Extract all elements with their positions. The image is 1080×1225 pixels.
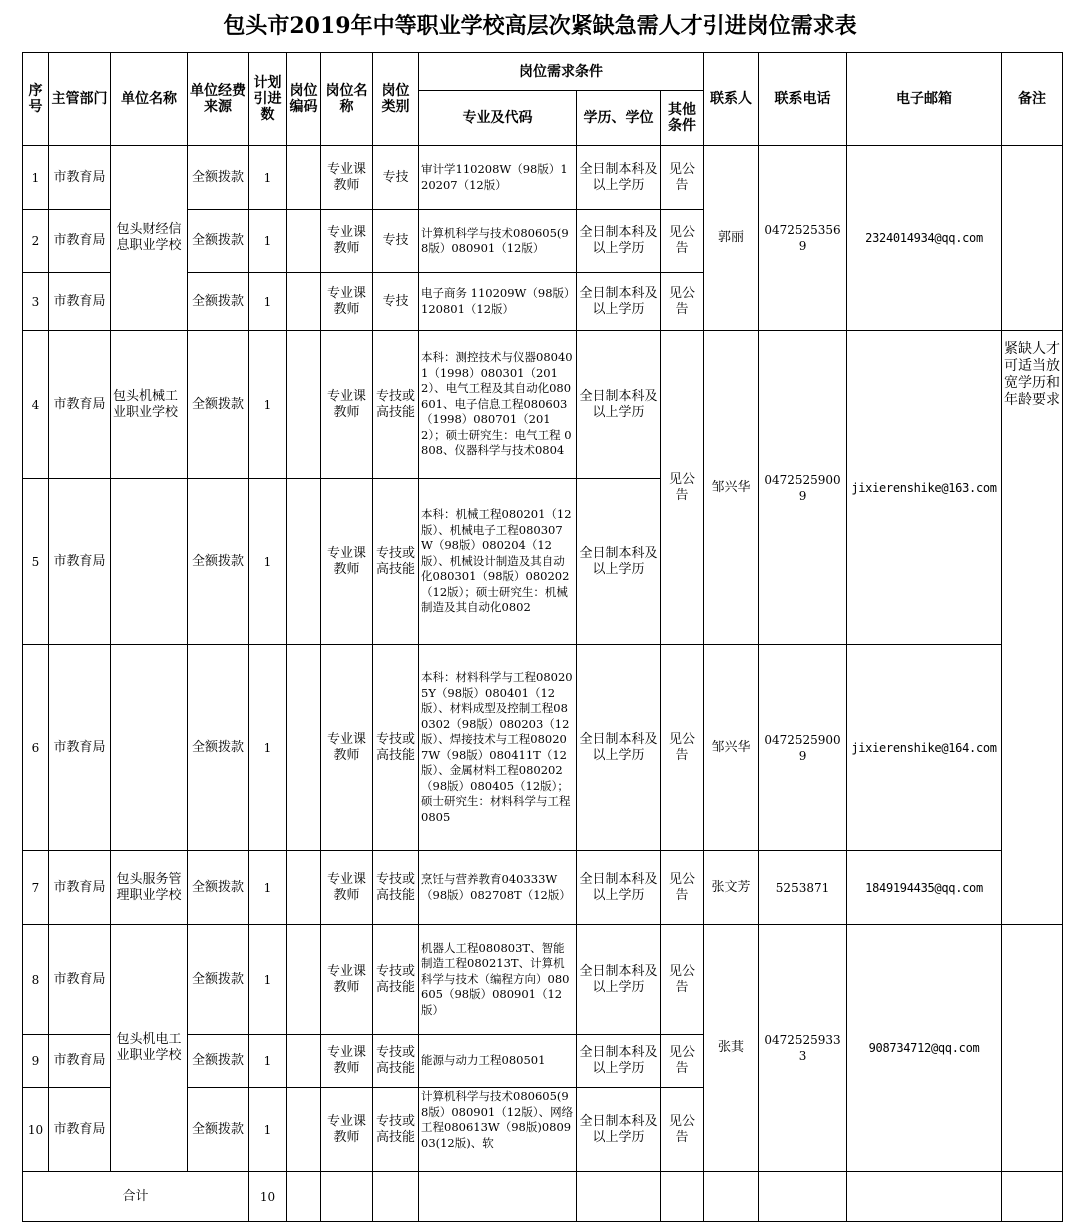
cell-plan: 1 bbox=[249, 273, 287, 331]
header-major: 专业及代码 bbox=[419, 91, 577, 146]
cell-unit bbox=[111, 479, 188, 645]
cell-edu: 全日制本科及以上学历 bbox=[577, 210, 661, 273]
cell-code bbox=[287, 925, 321, 1035]
cell-dept: 市教育局 bbox=[49, 925, 111, 1035]
cell-major: 本科：测控技术与仪器080401（1998）080301（2012）、电气工程及其自动化080601、电子信息工程080603（1998）080701（2012）；硕士研究生：电气工程 0808、仪器科学与技术0804 bbox=[419, 331, 577, 479]
cell-fund: 全额拨款 bbox=[188, 925, 249, 1035]
cell-phone: 04725259333 bbox=[759, 925, 847, 1172]
cell-seq: 1 bbox=[23, 146, 49, 210]
cell-phone: 04725259009 bbox=[759, 645, 847, 851]
cell-edu: 全日制本科及以上学历 bbox=[577, 1035, 661, 1088]
cell-edu: 全日制本科及以上学历 bbox=[577, 479, 661, 645]
header-unit: 单位名称 bbox=[111, 53, 188, 146]
cell-code bbox=[287, 1088, 321, 1172]
cell-code bbox=[287, 851, 321, 925]
cell-other: 见公告 bbox=[661, 331, 704, 645]
cell-dept: 市教育局 bbox=[49, 851, 111, 925]
cell-edu: 全日制本科及以上学历 bbox=[577, 645, 661, 851]
cell-fund: 全额拨款 bbox=[188, 851, 249, 925]
cell-fund: 全额拨款 bbox=[188, 273, 249, 331]
cell-code bbox=[287, 331, 321, 479]
cell-unit bbox=[111, 645, 188, 851]
cell-other: 见公告 bbox=[661, 1035, 704, 1088]
total-row bbox=[23, 1172, 1063, 1222]
cell-plan: 1 bbox=[249, 210, 287, 273]
cell-other: 见公告 bbox=[661, 645, 704, 851]
header-post: 岗位名称 bbox=[321, 53, 373, 146]
cell-type: 专技或高技能 bbox=[373, 1035, 419, 1088]
cell-email: jixierenshike@164.com bbox=[847, 645, 1002, 851]
header-remark: 备注 bbox=[1002, 53, 1063, 146]
cell-unit: 包头财经信息职业学校 bbox=[111, 146, 188, 331]
header-conditions: 岗位需求条件 bbox=[419, 53, 704, 91]
cell-phone: 5253871 bbox=[759, 851, 847, 925]
cell-plan: 1 bbox=[249, 331, 287, 479]
cell-email: 2324014934@qq.com bbox=[847, 146, 1002, 331]
header-fund: 单位经费来源 bbox=[188, 53, 249, 146]
cell-code bbox=[287, 273, 321, 331]
header-phone: 联系电话 bbox=[759, 53, 847, 146]
cell-type: 专技或高技能 bbox=[373, 645, 419, 851]
cell-major: 烹饪与营养教育040333W（98版）082708T（12版） bbox=[419, 851, 577, 925]
cell-type: 专技或高技能 bbox=[373, 925, 419, 1035]
cell-seq: 2 bbox=[23, 210, 49, 273]
cell-contact: 郭丽 bbox=[704, 146, 759, 331]
cell-other: 见公告 bbox=[661, 1088, 704, 1172]
cell-other: 见公告 bbox=[661, 925, 704, 1035]
cell-dept: 市教育局 bbox=[49, 1088, 111, 1172]
table-row bbox=[23, 925, 1063, 1035]
cell-fund: 全额拨款 bbox=[188, 210, 249, 273]
cell-fund: 全额拨款 bbox=[188, 146, 249, 210]
cell-contact: 邹兴华 bbox=[704, 645, 759, 851]
cell-major: 计算机科学与技术080605(98版）080901（12版） bbox=[419, 210, 577, 273]
cell-plan: 1 bbox=[249, 1035, 287, 1088]
cell-plan: 1 bbox=[249, 479, 287, 645]
header-edu: 学历、学位 bbox=[577, 91, 661, 146]
cell-post: 专业课教师 bbox=[321, 210, 373, 273]
cell-type: 专技 bbox=[373, 273, 419, 331]
cell-major: 机器人工程080803T、智能制造工程080213T、计算机科学与技术（编程方向）080605（98版）080901（12版） bbox=[419, 925, 577, 1035]
cell-seq: 10 bbox=[23, 1088, 49, 1172]
cell-edu: 全日制本科及以上学历 bbox=[577, 925, 661, 1035]
cell-major: 电子商务 110209W（98版）120801（12版） bbox=[419, 273, 577, 331]
cell-seq: 5 bbox=[23, 479, 49, 645]
cell-post: 专业课教师 bbox=[321, 331, 373, 479]
cell-post: 专业课教师 bbox=[321, 1035, 373, 1088]
cell-code bbox=[287, 1035, 321, 1088]
cell-contact: 邹兴华 bbox=[704, 331, 759, 645]
cell-major: 本科：材料科学与工程080205Y（98版）080401（12版）、材料成型及控制工程080302（98版）080203（12版）、焊接技术与工程080207W（98版）080411T（12版）、金属材料工程080202（98版）080405（12版）；硕士研究生：材料科学与工程0805 bbox=[419, 645, 577, 851]
cell-phone: 04725253569 bbox=[759, 146, 847, 331]
cell-type: 专技 bbox=[373, 146, 419, 210]
cell-dept: 市教育局 bbox=[49, 1035, 111, 1088]
cell-post: 专业课教师 bbox=[321, 1088, 373, 1172]
cell-code bbox=[287, 146, 321, 210]
cell-other: 见公告 bbox=[661, 210, 704, 273]
header-contact: 联系人 bbox=[704, 53, 759, 146]
cell-remark: 紧缺人才可适当放宽学历和年龄要求 bbox=[1002, 331, 1063, 925]
cell-contact: 张萁 bbox=[704, 925, 759, 1172]
header-dept: 主管部门 bbox=[49, 53, 111, 146]
cell-dept: 市教育局 bbox=[49, 645, 111, 851]
cell-plan: 1 bbox=[249, 851, 287, 925]
cell-type: 专技或高技能 bbox=[373, 479, 419, 645]
cell-major: 本科：机械工程080201（12版）、机械电子工程080307W（98版）080204（12版）、机械设计制造及其自动化080301（98版）080202（12版）；硕士研究生：机械制造及其自动化0802 bbox=[419, 479, 577, 645]
cell-type: 专技或高技能 bbox=[373, 331, 419, 479]
table-row bbox=[23, 146, 1063, 210]
cell-fund: 全额拨款 bbox=[188, 331, 249, 479]
cell-post: 专业课教师 bbox=[321, 273, 373, 331]
cell-major: 计算机科学与技术080605(98版）080901（12版）、网络工程080613W（98版)080903(12版)、软 bbox=[419, 1088, 577, 1172]
cell-post: 专业课教师 bbox=[321, 479, 373, 645]
cell-dept: 市教育局 bbox=[49, 273, 111, 331]
cell-other: 见公告 bbox=[661, 851, 704, 925]
cell-dept: 市教育局 bbox=[49, 146, 111, 210]
header-code: 岗位编码 bbox=[287, 53, 321, 146]
cell-edu: 全日制本科及以上学历 bbox=[577, 851, 661, 925]
page-title: 包头市2019年中等职业学校高层次紧缺急需人才引进岗位需求表 bbox=[223, 13, 857, 39]
cell-edu: 全日制本科及以上学历 bbox=[577, 146, 661, 210]
cell-other: 见公告 bbox=[661, 273, 704, 331]
cell-edu: 全日制本科及以上学历 bbox=[577, 1088, 661, 1172]
cell-seq: 4 bbox=[23, 331, 49, 479]
cell-edu: 全日制本科及以上学历 bbox=[577, 331, 661, 479]
cell-post: 专业课教师 bbox=[321, 146, 373, 210]
cell-phone: 04725259009 bbox=[759, 331, 847, 645]
cell-fund: 全额拨款 bbox=[188, 479, 249, 645]
total-value: 10 bbox=[249, 1172, 287, 1222]
cell-code bbox=[287, 210, 321, 273]
cell-post: 专业课教师 bbox=[321, 645, 373, 851]
cell-seq: 6 bbox=[23, 645, 49, 851]
cell-major: 能源与动力工程080501 bbox=[419, 1035, 577, 1088]
cell-remark bbox=[1002, 146, 1063, 331]
cell-post: 专业课教师 bbox=[321, 925, 373, 1035]
cell-dept: 市教育局 bbox=[49, 479, 111, 645]
cell-post: 专业课教师 bbox=[321, 851, 373, 925]
cell-code bbox=[287, 479, 321, 645]
header-plan: 计划引进数 bbox=[249, 53, 287, 146]
header-seq: 序号 bbox=[23, 53, 49, 146]
requirements-table bbox=[22, 52, 1063, 1222]
cell-edu: 全日制本科及以上学历 bbox=[577, 273, 661, 331]
cell-seq: 3 bbox=[23, 273, 49, 331]
cell-email: 1849194435@qq.com bbox=[847, 851, 1002, 925]
cell-type: 专技或高技能 bbox=[373, 851, 419, 925]
cell-type: 专技 bbox=[373, 210, 419, 273]
cell-plan: 1 bbox=[249, 146, 287, 210]
cell-unit: 包头服务管理职业学校 bbox=[111, 851, 188, 925]
cell-email: 908734712@qq.com bbox=[847, 925, 1002, 1172]
cell-seq: 7 bbox=[23, 851, 49, 925]
cell-other: 见公告 bbox=[661, 146, 704, 210]
total-label: 合计 bbox=[23, 1172, 249, 1222]
cell-seq: 8 bbox=[23, 925, 49, 1035]
header-email: 电子邮箱 bbox=[847, 53, 1002, 146]
cell-plan: 1 bbox=[249, 925, 287, 1035]
cell-seq: 9 bbox=[23, 1035, 49, 1088]
cell-major: 审计学110208W（98版）120207（12版） bbox=[419, 146, 577, 210]
header-type: 岗位类别 bbox=[373, 53, 419, 146]
table-row bbox=[23, 645, 1063, 851]
cell-dept: 市教育局 bbox=[49, 331, 111, 479]
table-row bbox=[23, 851, 1063, 925]
cell-plan: 1 bbox=[249, 645, 287, 851]
cell-email: jixierenshike@163.com bbox=[847, 331, 1002, 645]
cell-fund: 全额拨款 bbox=[188, 645, 249, 851]
cell-code bbox=[287, 645, 321, 851]
cell-plan: 1 bbox=[249, 1088, 287, 1172]
cell-fund: 全额拨款 bbox=[188, 1035, 249, 1088]
cell-unit: 包头机械工业职业学校 bbox=[111, 331, 188, 479]
cell-dept: 市教育局 bbox=[49, 210, 111, 273]
header-other: 其他条件 bbox=[661, 91, 704, 146]
table-row bbox=[23, 331, 1063, 479]
cell-contact: 张文芳 bbox=[704, 851, 759, 925]
cell-type: 专技或高技能 bbox=[373, 1088, 419, 1172]
cell-fund: 全额拨款 bbox=[188, 1088, 249, 1172]
cell-unit: 包头机电工业职业学校 bbox=[111, 925, 188, 1172]
